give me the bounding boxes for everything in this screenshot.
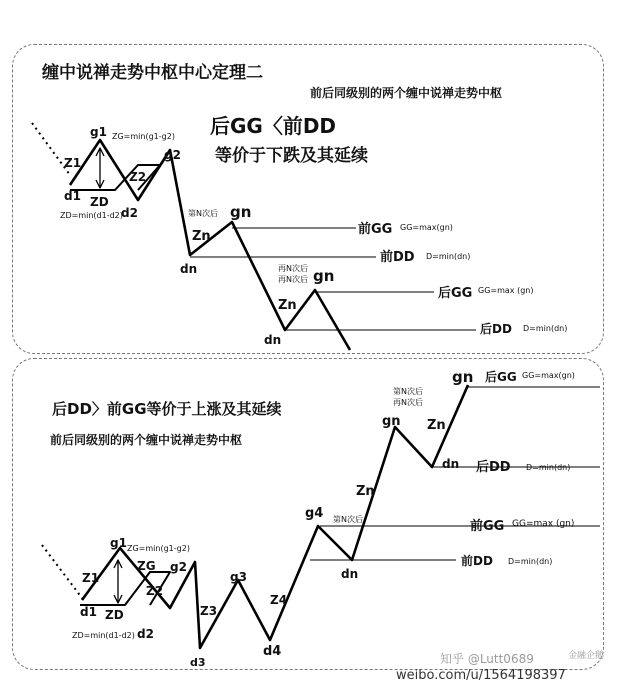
- bottom-label-dn1: dn: [341, 567, 359, 581]
- bottom-label-d1: d1: [80, 605, 97, 619]
- top-pre-gg-label: 前GG: [358, 222, 393, 237]
- bottom-label-z4: Z4: [270, 593, 288, 607]
- top-label-again1: 再N次后: [278, 264, 308, 273]
- top-label-z1: Z1: [64, 156, 82, 170]
- bottom-label-g1: g1: [110, 536, 127, 550]
- top-post-gg-label: 后GG: [438, 286, 473, 301]
- bottom-label-again1: 第N次后: [393, 387, 423, 396]
- top-label-z2: Z2: [129, 170, 147, 184]
- bottom-label-gn2: gn: [452, 368, 474, 386]
- top-label-gn2: gn: [313, 267, 335, 285]
- top-pre-gg-formula: GG=max(gn): [400, 223, 453, 232]
- top-zg-formula: ZG=min(g1-g2): [112, 132, 175, 141]
- bottom-label-zn1: Zn: [356, 484, 375, 499]
- bottom-pre-dd-label: 前DD: [461, 554, 493, 568]
- bottom-label-g3: g3: [230, 570, 247, 584]
- top-label-d1: d1: [64, 189, 81, 203]
- bottom-label-d4: d4: [263, 644, 282, 659]
- top-zd-formula: ZD=min(d1-d2): [60, 211, 123, 220]
- bottom-post-gg-label: 后GG: [485, 370, 517, 384]
- weibo-watermark: weibo.com/u/1564198397: [396, 668, 566, 683]
- top-label-zn2: Zn: [278, 298, 297, 313]
- bottom-zg-formula: ZG=min(g1-g2): [127, 544, 190, 553]
- bottom-label-z3: Z3: [200, 604, 218, 618]
- top-title: 缠中说禅走势中枢中心定理二: [42, 63, 263, 83]
- corner-watermark: 金融企鹅: [568, 651, 605, 661]
- top-label-dn1: dn: [180, 262, 198, 276]
- top-big-subheading: 等价于下跌及其延续: [215, 146, 368, 166]
- bottom-pre-gg-formula: GG=max (gn): [512, 519, 575, 529]
- bottom-pre-gg-label: 前GG: [470, 519, 505, 534]
- bottom-label-gn1: gn: [382, 414, 401, 429]
- top-post-dd-label: 后DD: [480, 322, 512, 336]
- bottom-label-nth: 第N次后: [333, 515, 363, 524]
- top-post-gg-formula: GG=max (gn): [478, 286, 534, 295]
- top-subtitle: 前后同级别的两个缠中说禅走势中枢: [310, 86, 503, 100]
- top-label-d2: d2: [121, 206, 138, 220]
- top-label-g2: g2: [164, 148, 181, 162]
- bottom-label-g4: g4: [305, 506, 324, 521]
- top-label-zd: ZD: [90, 195, 109, 209]
- bottom-label-dn2: dn: [442, 457, 460, 471]
- top-label-again2: 再N次后: [278, 275, 308, 284]
- bottom-label-d3: d3: [190, 656, 206, 669]
- bottom-label-d2: d2: [137, 627, 154, 641]
- bottom-label-zn2: Zn: [427, 418, 446, 433]
- zhihu-watermark: 知乎 @Lutt0689: [440, 652, 534, 666]
- bottom-pre-dd-formula: D=min(dn): [508, 557, 553, 566]
- top-post-dd-formula: D=min(dn): [523, 324, 568, 333]
- top-label-dn2: dn: [264, 333, 282, 347]
- bottom-zd-formula: ZD=min(d1-d2): [72, 631, 135, 640]
- bottom-price-path: [82, 385, 468, 648]
- top-label-g1: g1: [90, 125, 107, 139]
- top-label-nth: 第N次后: [188, 209, 218, 218]
- bottom-label-g2: g2: [170, 560, 187, 574]
- bottom-dotted-lead-line: [42, 545, 82, 598]
- top-price-path: [70, 140, 350, 350]
- bottom-post-gg-formula: GG=max(gn): [522, 371, 575, 380]
- bottom-label-z1: Z1: [82, 571, 100, 585]
- top-pre-dd-label: 前DD: [380, 250, 415, 265]
- top-label-gn1: gn: [230, 203, 252, 221]
- bottom-label-again2: 再N次后: [393, 398, 423, 407]
- top-pre-dd-formula: D=min(dn): [426, 252, 471, 261]
- bottom-label-zg: ZG: [137, 559, 156, 573]
- top-big-heading: 后GG〈前DD: [210, 114, 337, 138]
- bottom-title: 后DD〉前GG等价于上涨及其延续: [52, 400, 282, 418]
- bottom-subtitle: 前后同级别的两个缠中说禅走势中枢: [50, 433, 243, 447]
- bottom-post-dd-formula: D=min(dn): [526, 463, 571, 472]
- bottom-label-z2: Z2: [146, 584, 164, 598]
- bottom-label-zd: ZD: [105, 608, 124, 622]
- bottom-post-dd-label: 后DD: [476, 460, 511, 475]
- top-label-zn1: Zn: [192, 229, 211, 244]
